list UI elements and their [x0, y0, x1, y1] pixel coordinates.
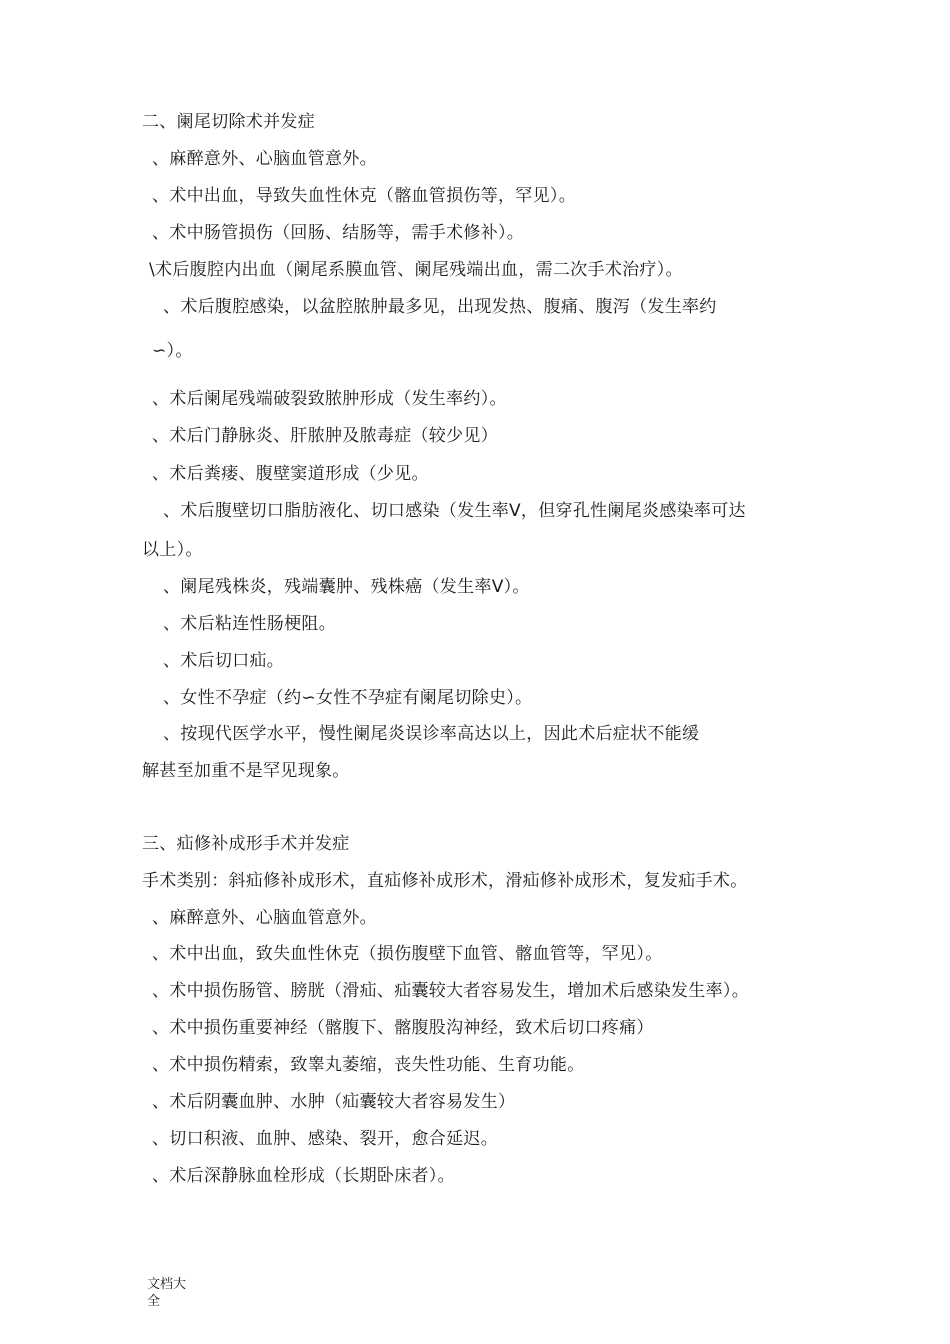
list-item: 、阑尾残株炎，残端囊肿、残株癌（发生率Ⅴ）。: [163, 577, 530, 597]
list-item: 、术后阑尾残端破裂致脓肿形成（发生率约）。: [152, 389, 507, 409]
list-item: 、术后粘连性肠梗阻。: [163, 614, 336, 634]
list-item: 、术中出血，导致失血性休克（髂血管损伤等，罕见）。: [152, 186, 576, 206]
footer-label: 文档大全: [147, 1277, 187, 1309]
list-item: 、术中损伤肠管、膀胱（滑疝、疝囊较大者容易发生，增加术后感染发生率）。: [152, 981, 749, 1001]
list-item: 、麻醉意外、心脑血管意外。: [152, 908, 377, 928]
section-heading-appendectomy: 二、阑尾切除术并发症: [142, 112, 315, 132]
list-item: 、术后门静脉炎、肝脓肿及脓毒症（较少见）: [152, 426, 498, 446]
list-item: \术后腹腔内出血（阑尾系膜血管、阑尾残端出血，需二次手术治疗）。: [149, 260, 683, 280]
list-item-continuation: 解甚至加重不是罕见现象。: [142, 761, 350, 781]
list-item: 、女性不孕症（约∽女性不孕症有阑尾切除史）。: [163, 688, 533, 708]
list-item: 、术中出血，致失血性休克（损伤腹壁下血管、髂血管等，罕见）。: [152, 944, 663, 964]
list-item: 、切口积液、血肿、感染、裂开，愈合延迟。: [152, 1129, 498, 1149]
list-item: 、术中肠管损伤（回肠、结肠等，需手术修补）。: [152, 223, 525, 243]
section-heading-hernia-repair: 三、疝修补成形手术并发症: [142, 834, 350, 854]
list-item: 、术后切口疝。: [163, 651, 285, 671]
list-item: 、术后腹壁切口脂肪液化、切口感染（发生率Ⅴ，但穿孔性阑尾炎感染率可达: [163, 501, 746, 521]
list-item-continuation: ∽）。: [152, 341, 193, 361]
list-item: 、按现代医学水平，慢性阑尾炎误诊率高达以上，因此术后症状不能缓: [163, 724, 700, 744]
list-item: 、麻醉意外、心脑血管意外。: [152, 149, 377, 169]
surgery-types: 手术类别：斜疝修补成形术，直疝修补成形术，滑疝修补成形术，复发疝手术。: [142, 871, 748, 891]
list-item: 、术后深静脉血栓形成（长期卧床者）。: [152, 1166, 455, 1186]
list-item: 、术中损伤精索，致睾丸萎缩，丧失性功能、生育功能。: [152, 1055, 585, 1075]
list-item: 、术后腹腔感染，以盆腔脓肿最多见，出现发热、腹痛、腹泻（发生率约: [163, 297, 717, 317]
list-item: 、术中损伤重要神经（髂腹下、髂腹股沟神经，致术后切口疼痛）: [152, 1018, 654, 1038]
list-item-continuation: 以上）。: [142, 540, 203, 560]
list-item: 、术后粪瘘、腹壁窦道形成（少见。: [152, 464, 429, 484]
list-item: 、术后阴囊血肿、水肿（疝囊较大者容易发生）: [152, 1092, 516, 1112]
